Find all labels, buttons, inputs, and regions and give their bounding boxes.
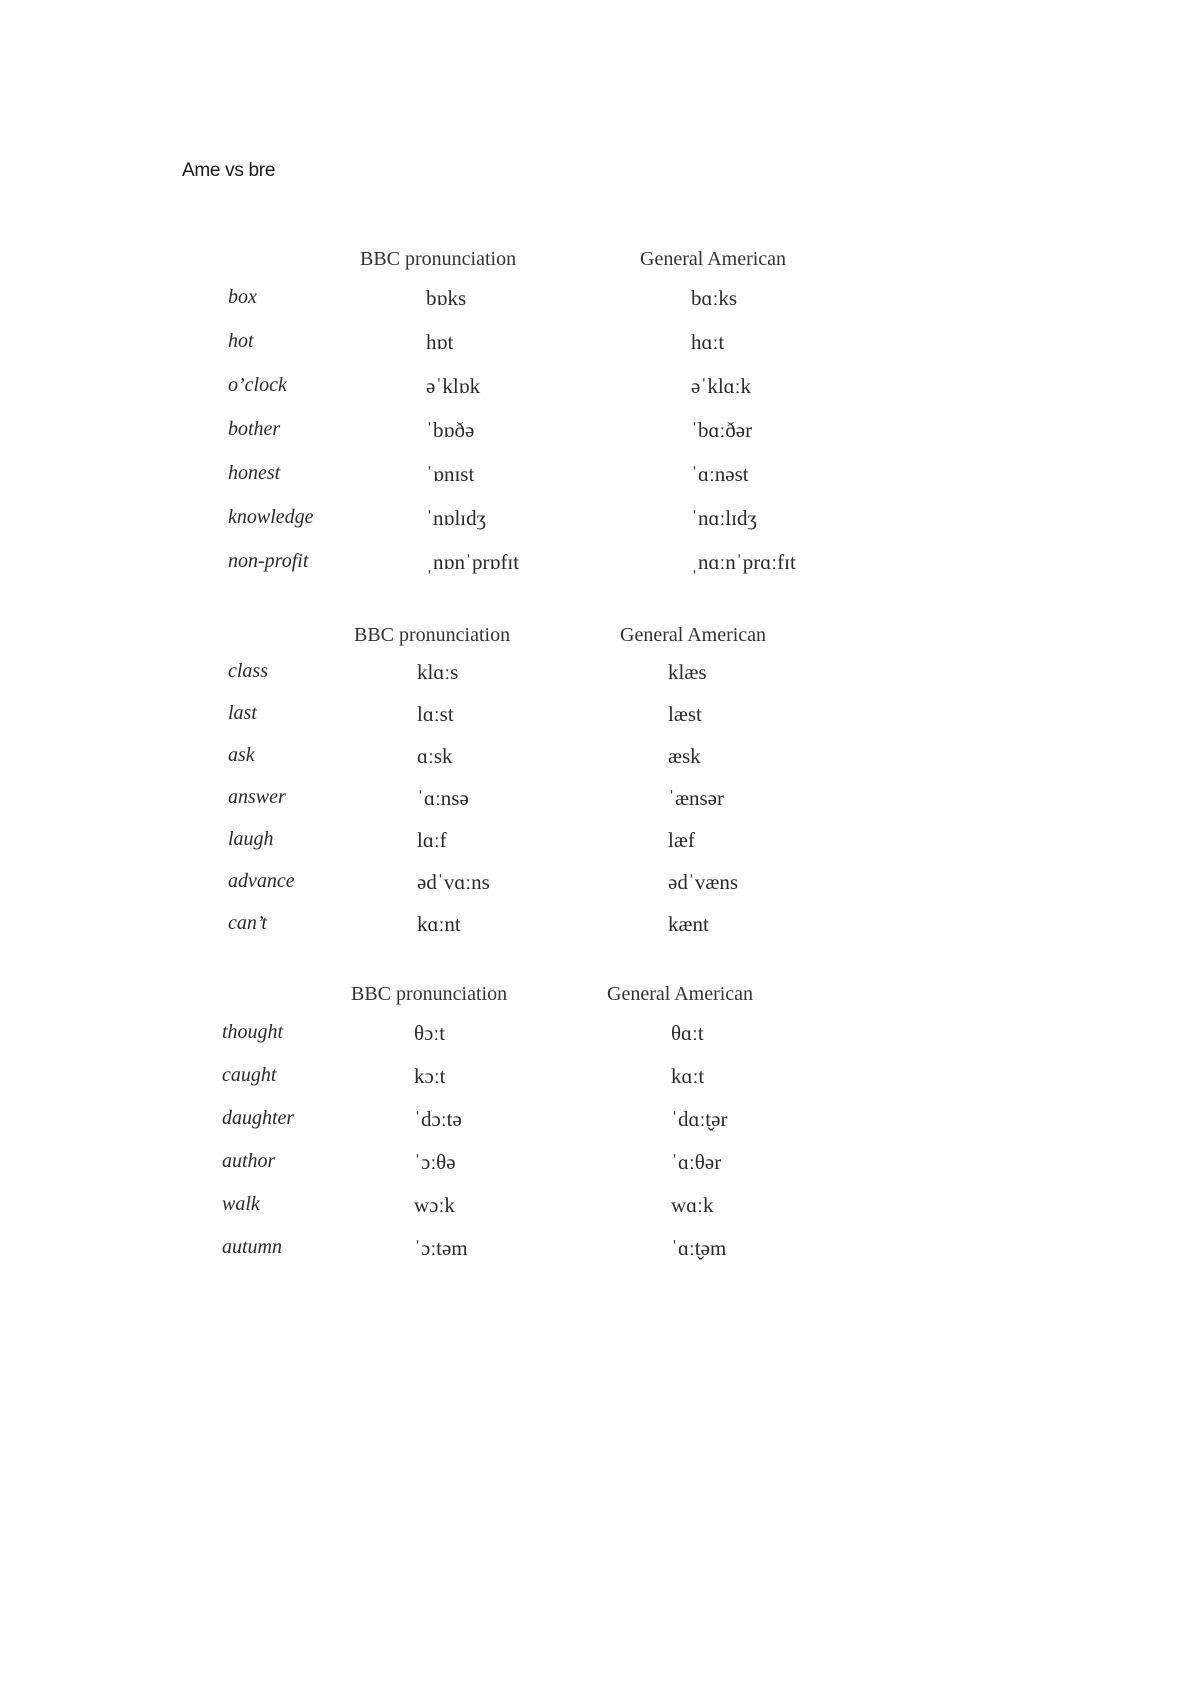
bbc-transcription-cell: lɑːst [417,702,454,726]
word-cell: class [228,660,268,682]
bbc-transcription-cell: klɑːs [417,660,459,684]
table-row [0,418,1200,448]
word-cell: answer [228,786,286,808]
ga-transcription-cell: bɑːks [691,286,737,310]
ga-transcription-cell: ˈɑːθər [671,1150,722,1174]
header-general-american: General American [607,983,754,1005]
bbc-transcription-cell: θɔːt [414,1021,446,1045]
ga-transcription-cell: læst [668,702,702,726]
bbc-transcription-cell: kɑːnt [417,912,461,936]
bbc-transcription-cell: kɔːt [414,1064,446,1088]
bbc-transcription-cell: hɒt [426,330,454,354]
header-general-american: General American [620,624,767,646]
word-cell: autumn [222,1236,282,1258]
word-cell: can’t [228,912,267,934]
table-row [0,786,1200,816]
table-row [0,462,1200,492]
table-row [0,828,1200,858]
word-cell: o’clock [228,374,287,396]
ga-transcription-cell: əˈklɑːk [691,374,751,398]
bbc-transcription-cell: ədˈvɑːns [417,870,490,894]
word-cell: ask [228,744,255,766]
table-row [0,1107,1200,1137]
ga-transcription-cell: ədˈvæns [668,870,738,894]
ga-transcription-cell: θɑːt [671,1021,704,1045]
table-row [0,744,1200,774]
word-cell: walk [222,1193,260,1215]
ga-transcription-cell: hɑːt [691,330,725,354]
word-cell: caught [222,1064,277,1086]
table-row [0,1150,1200,1180]
ga-transcription-cell: ˌnɑːnˈprɑːfɪt [691,550,796,574]
header-bbc-pronunciation: BBC pronunciation [360,248,517,270]
ga-transcription-cell: ˈɑːt̬əm [671,1236,727,1260]
header-bbc-pronunciation: BBC pronunciation [354,624,511,646]
bbc-transcription-cell: lɑːf [417,828,447,852]
bbc-transcription-cell: ˈɔːθə [414,1150,456,1174]
bbc-transcription-cell: əˈklɒk [426,374,481,398]
table-row [0,870,1200,900]
table-row [0,286,1200,316]
table-row [0,1193,1200,1223]
word-cell: author [222,1150,276,1172]
ga-transcription-cell: ˈdɑːt̬ər [671,1107,728,1131]
word-cell: laugh [228,828,274,850]
table-row [0,374,1200,404]
word-cell: last [228,702,257,724]
table-row [0,1021,1200,1051]
ga-transcription-cell: klæs [668,660,707,684]
table-row [0,550,1200,580]
word-cell: bother [228,418,281,440]
word-cell: honest [228,462,281,484]
word-cell: thought [222,1021,284,1043]
bbc-transcription-cell: ˈnɒlɪdʒ [426,506,486,530]
bbc-transcription-cell: ɑːsk [417,744,453,768]
ga-transcription-cell: ˈnɑːlɪdʒ [691,506,757,530]
document-title: Ame vs bre [182,160,276,181]
table-row [0,912,1200,942]
ga-transcription-cell: wɑːk [671,1193,714,1217]
ga-transcription-cell: kɑːt [671,1064,705,1088]
word-cell: daughter [222,1107,295,1129]
bbc-transcription-cell: ˈɑːnsə [417,786,469,810]
word-cell: advance [228,870,295,892]
ga-transcription-cell: æsk [668,744,701,768]
bbc-transcription-cell: bɒks [426,286,467,310]
bbc-transcription-cell: ˈɒnɪst [426,462,475,486]
table-row [0,702,1200,732]
header-general-american: General American [640,248,787,270]
word-cell: non-profit [228,550,309,572]
table-row [0,1064,1200,1094]
word-cell: box [228,286,257,308]
bbc-transcription-cell: wɔːk [414,1193,455,1217]
ga-transcription-cell: kænt [668,912,709,936]
table-row [0,1236,1200,1266]
bbc-transcription-cell: ˈbɒðə [426,418,475,442]
header-bbc-pronunciation: BBC pronunciation [351,983,508,1005]
table-row [0,506,1200,536]
bbc-transcription-cell: ˌnɒnˈprɒfɪt [426,550,520,574]
word-cell: hot [228,330,254,352]
table-row [0,660,1200,690]
ga-transcription-cell: ˈbɑːðər [691,418,753,442]
ga-transcription-cell: ˈænsər [668,786,724,810]
ga-transcription-cell: ˈɑːnəst [691,462,749,486]
word-cell: knowledge [228,506,314,528]
bbc-transcription-cell: ˈdɔːtə [414,1107,462,1131]
ga-transcription-cell: læf [668,828,695,852]
table-row [0,330,1200,360]
bbc-transcription-cell: ˈɔːtəm [414,1236,468,1260]
